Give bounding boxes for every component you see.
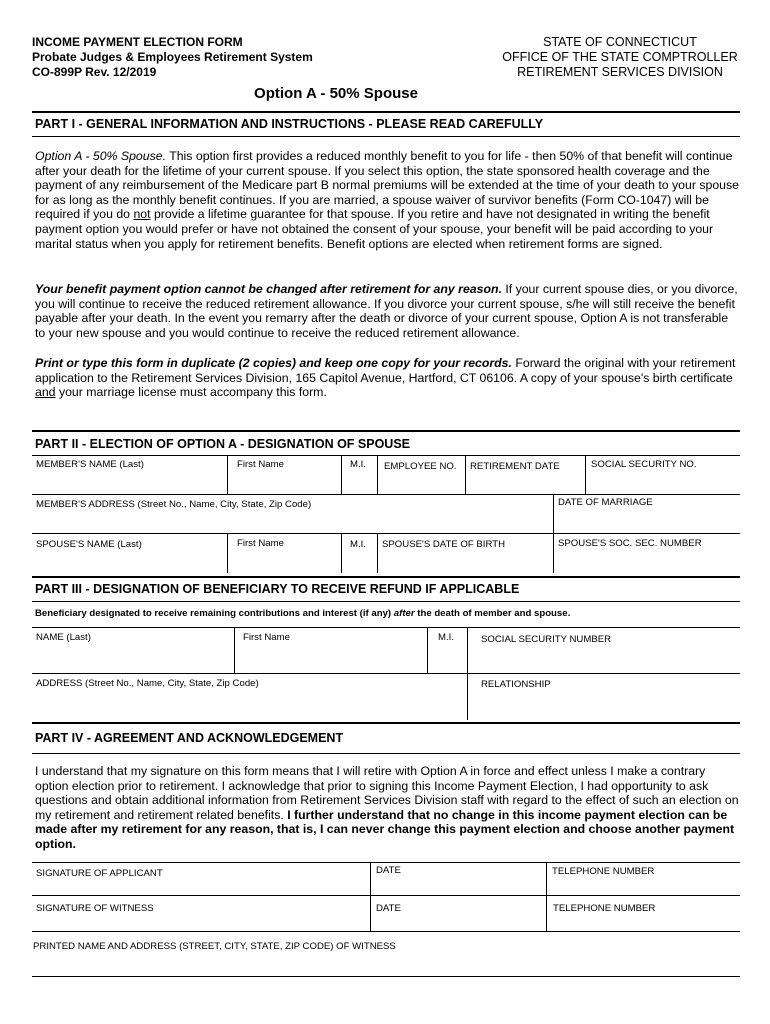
duplicate-instruction: Print or type this form in duplicate (2 copies) and keep one copy for your records. xyxy=(35,356,512,370)
division-name: RETIREMENT SERVICES DIVISION xyxy=(517,65,723,79)
part2-heading: PART II - ELECTION OF OPTION A - DESIGNATION OF SPOUSE xyxy=(35,437,411,451)
state-name: STATE OF CONNECTICUT xyxy=(543,35,697,49)
spouse-dob-field[interactable]: SPOUSE'S DATE OF BIRTH xyxy=(382,539,506,550)
part1-paragraph-3: Print or type this form in duplicate (2 copies) and keep one copy for your records. Forward the original with your retirement application to the Retirement Services Division, 165 Capitol Avenue, Hartford, CT 06106. A copy of your spouse's birth certificate and your marriage license must accompany this form. xyxy=(35,356,736,400)
agreement-bold-clause: I further understand that no change in this income payment election can be made after my retirement for any reason, that is, I can never change this payment election and choose another payment option. xyxy=(35,807,735,851)
part2-header-rule xyxy=(32,455,740,456)
part4-top-rule xyxy=(32,722,740,724)
date-of-marriage-field[interactable]: DATE OF MARRIAGE xyxy=(558,497,653,508)
beneficiary-address-field[interactable]: ADDRESS (Street No., Name, City, State, Zip Code) xyxy=(36,678,259,689)
retirement-date-field[interactable]: RETIREMENT DATE xyxy=(470,461,560,472)
member-address-field[interactable]: MEMBER'S ADDRESS (Street No., Name, City, State, Zip Code) xyxy=(36,499,312,510)
agreement-paragraph: I understand that my signature on this form means that I will retire with Option A in force and effect unless I make a contrary option election prior to retirement. I acknowledge that prior to signing this Income Payment Election, I had opportunity to ask questions and obtain additional information from Retirement Services Division staff with regard to the effect of such an election on my retirement and retirement related benefits. I further understand that no change in this income payment election can be made after my retirement for any reason, that is, I can never change this payment election and choose another payment option. xyxy=(35,764,739,851)
spouse-mi-field[interactable]: M.I. xyxy=(350,539,366,550)
witness-signature-field[interactable]: SIGNATURE OF WITNESS xyxy=(36,903,154,914)
option-a-lead: Option A - 50% Spouse. xyxy=(35,149,167,163)
witness-date-field[interactable]: DATE xyxy=(376,903,401,914)
witness-telephone-field[interactable]: TELEPHONE NUMBER xyxy=(553,903,656,914)
beneficiary-last-name-field[interactable]: NAME (Last) xyxy=(36,632,91,643)
applicant-telephone-field[interactable]: TELEPHONE NUMBER xyxy=(552,866,655,877)
form-header-left xyxy=(32,35,313,80)
part3-top-rule xyxy=(32,576,740,578)
member-ssn-field[interactable]: SOCIAL SECURITY NO. xyxy=(591,459,697,470)
spouse-last-name-field[interactable]: SPOUSE'S NAME (Last) xyxy=(36,539,142,550)
part1-top-rule xyxy=(32,111,740,113)
beneficiary-mi-field[interactable]: M.I. xyxy=(438,632,454,643)
applicant-signature-field[interactable]: SIGNATURE OF APPLICANT xyxy=(36,868,163,879)
spouse-ssn-field[interactable]: SPOUSE'S SOC. SEC. NUMBER xyxy=(558,538,702,549)
form-name: INCOME PAYMENT ELECTION FORM xyxy=(32,35,243,49)
spouse-first-name-field[interactable]: First Name xyxy=(237,538,284,549)
member-mi-field[interactable]: M.I. xyxy=(350,459,366,470)
part2-top-rule xyxy=(32,430,740,432)
witness-printed-name-address-field[interactable]: PRINTED NAME AND ADDRESS (STREET, CITY, STATE, ZIP CODE) OF WITNESS xyxy=(33,941,396,952)
no-change-warning: Your benefit payment option cannot be changed after retirement for any reason. xyxy=(35,282,502,296)
part3-heading: PART III - DESIGNATION OF BENEFICIARY TO RECEIVE REFUND IF APPLICABLE xyxy=(35,582,520,596)
beneficiary-note: Beneficiary designated to receive remaining contributions and interest (if any) after the death of member and spouse. xyxy=(35,608,571,619)
part1-paragraph-2: Your benefit payment option cannot be changed after retirement for any reason. If your current spouse dies, or you divorce, you will continue to receive the reduced retirement allowance. If you divorce your current spouse, s/he will still receive the benefit payable after your death. In the event you remarry after the death or divorce of your current spouse, Option A is not transferable to your new spouse and you would continue to receive the reduced retirement allowance. xyxy=(35,282,738,340)
beneficiary-relationship-field[interactable]: RELATIONSHIP xyxy=(481,679,551,690)
beneficiary-first-name-field[interactable]: First Name xyxy=(243,632,290,643)
employee-no-field[interactable]: EMPLOYEE NO. xyxy=(384,461,457,472)
part4-heading: PART IV - AGREEMENT AND ACKNOWLEDGEMENT xyxy=(35,731,344,745)
part1-paragraph-1: Option A - 50% Spouse. This option first provides a reduced monthly benefit to you for life - then 50% of that benefit will continue after your death for the lifetime of your current spouse. If you select this option, the state sponsored health coverage and the payment of any reimbursement of the Medicare part B normal premiums will be extended at the time of your death to your spouse for as long as the monthly benefit continues. If you are married, a spouse waiver of survivor benefits (Form CO-1047) will be required if you do not provide a lifetime guarantee for that spouse. If you retire and have not designated in writing the benefit payment option you would prefer or have not obtained the consent of your spouse, your benefit will be paid according to your marital status when you apply for retirement benefits. Benefit options are elected when retirement forms are signed. xyxy=(35,149,740,251)
member-last-name-field[interactable]: MEMBER'S NAME (Last) xyxy=(36,459,144,470)
form-number: CO-899P Rev. 12/2019 xyxy=(32,65,157,79)
applicant-date-field[interactable]: DATE xyxy=(376,865,401,876)
part1-bottom-rule xyxy=(32,136,740,137)
office-name: OFFICE OF THE STATE COMPTROLLER xyxy=(502,50,738,64)
system-name: Probate Judges & Employees Retirement System xyxy=(32,50,313,64)
witness-address-line xyxy=(32,976,740,977)
page-title: Option A - 50% Spouse xyxy=(254,85,418,102)
member-first-name-field[interactable]: First Name xyxy=(237,459,284,470)
form-header-right xyxy=(470,35,770,80)
beneficiary-ssn-field[interactable]: SOCIAL SECURITY NUMBER xyxy=(481,634,612,645)
part1-heading: PART I - GENERAL INFORMATION AND INSTRUCTIONS - PLEASE READ CAREFULLY xyxy=(35,117,544,131)
